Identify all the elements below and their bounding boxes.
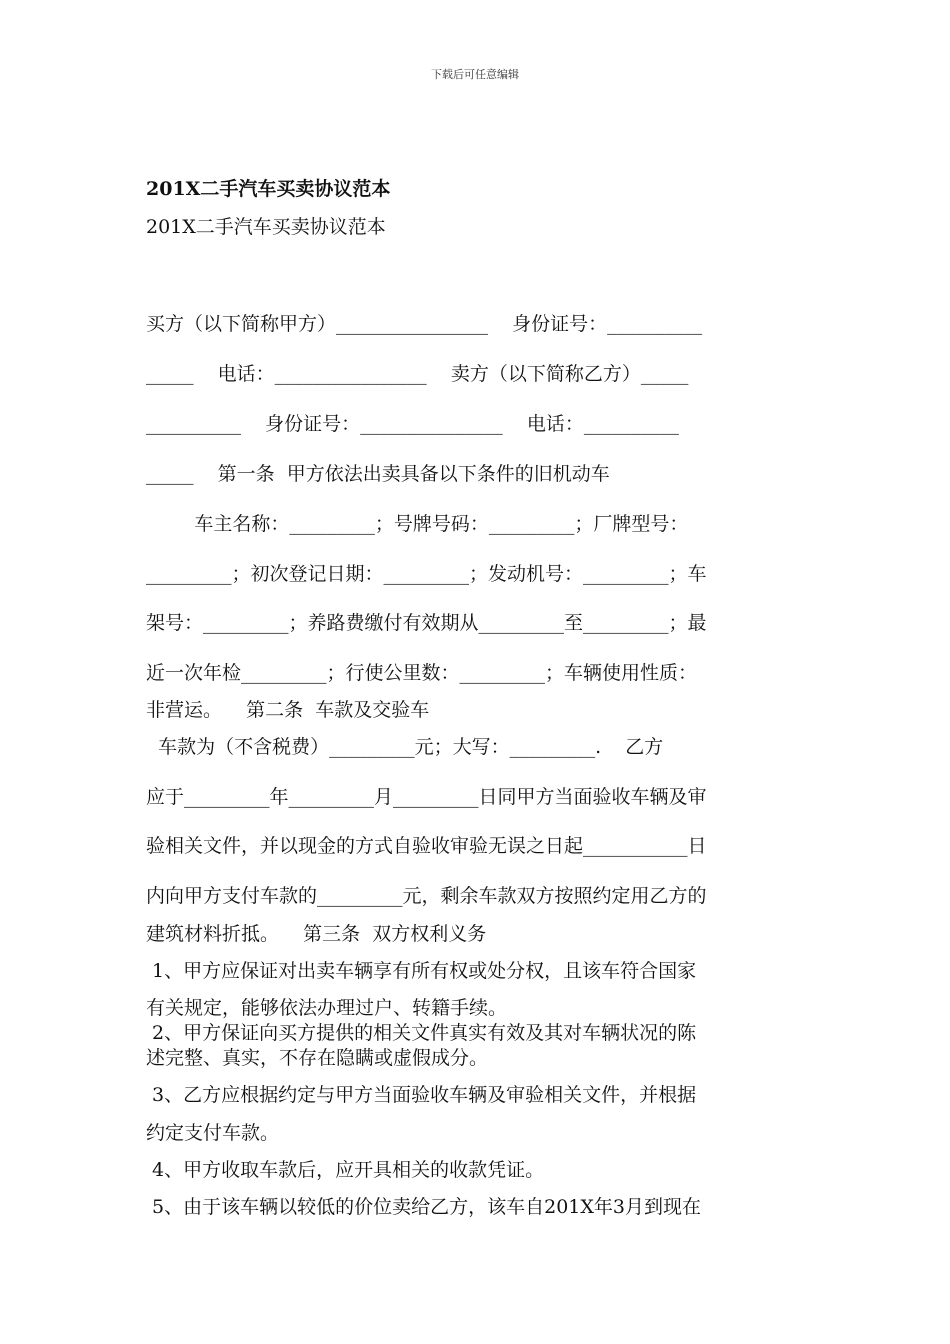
body-line: 内向甲方支付车款的_________元，剩余车款双方按照约定用乙方的 [146,885,707,907]
body-line: 买方（以下简称甲方）________________ 身份证号：__________ [146,313,703,335]
body-line: 应于_________年_________月_________日同甲方当面验收车辆及审 [146,786,707,808]
body-line: 2、甲方保证向买方提供的相关文件真实有效及其对车辆状况的陈 [146,1022,697,1044]
body-line: _____ 第一条 甲方依法出卖具备以下条件的旧机动车 [146,463,610,485]
body-line: 4、甲方收取车款后，应开具相关的收款凭证。 [146,1159,545,1181]
document-title: 201X二手汽车买卖协议范本 [146,216,386,238]
body-line: 述完整、真实，不存在隐瞒或虚假成分。 [146,1047,489,1069]
body-line: 车款为（不含税费）_________元；大写：_________. 乙方 [146,736,664,758]
body-line: 1、甲方应保证对出卖车辆享有所有权或处分权，且该车符合国家 [146,960,697,982]
body-line: __________ 身份证号：_______________ 电话：__________ [146,413,679,435]
body-line: 车主名称：_________；号牌号码：_________；厂牌型号： [146,513,689,535]
body-line: 约定支付车款。 [146,1122,280,1144]
body-line: 3、乙方应根据约定与甲方当面验收车辆及审验相关文件，并根据 [146,1084,697,1106]
body-line: 架号：_________；养路费缴付有效期从_________至_________；最 [146,612,707,634]
document-title-bold: 201X二手汽车买卖协议范本 [146,178,391,200]
body-line: _________；初次登记日期：_________；发动机号：_________；车 [146,563,707,585]
page-header: 下载后可任意编辑 [431,68,519,81]
body-line: 有关规定，能够依法办理过户、转籍手续。 [146,997,508,1019]
body-line: 5、由于该车辆以较低的价位卖给乙方，该车自201X年3月到现在 [146,1196,702,1218]
body-line: 近一次年检_________；行使公里数：_________；车辆使用性质： [146,662,698,684]
body-line: 验相关文件，并以现金的方式自验收审验无误之日起___________日 [146,835,707,857]
body-line: _____ 电话：________________ 卖方（以下简称乙方）_____ [146,363,689,385]
body-line: 非营运。 第二条 车款及交验车 [146,699,430,721]
body-line: 建筑材料折抵。 第三条 双方权利义务 [146,923,487,945]
